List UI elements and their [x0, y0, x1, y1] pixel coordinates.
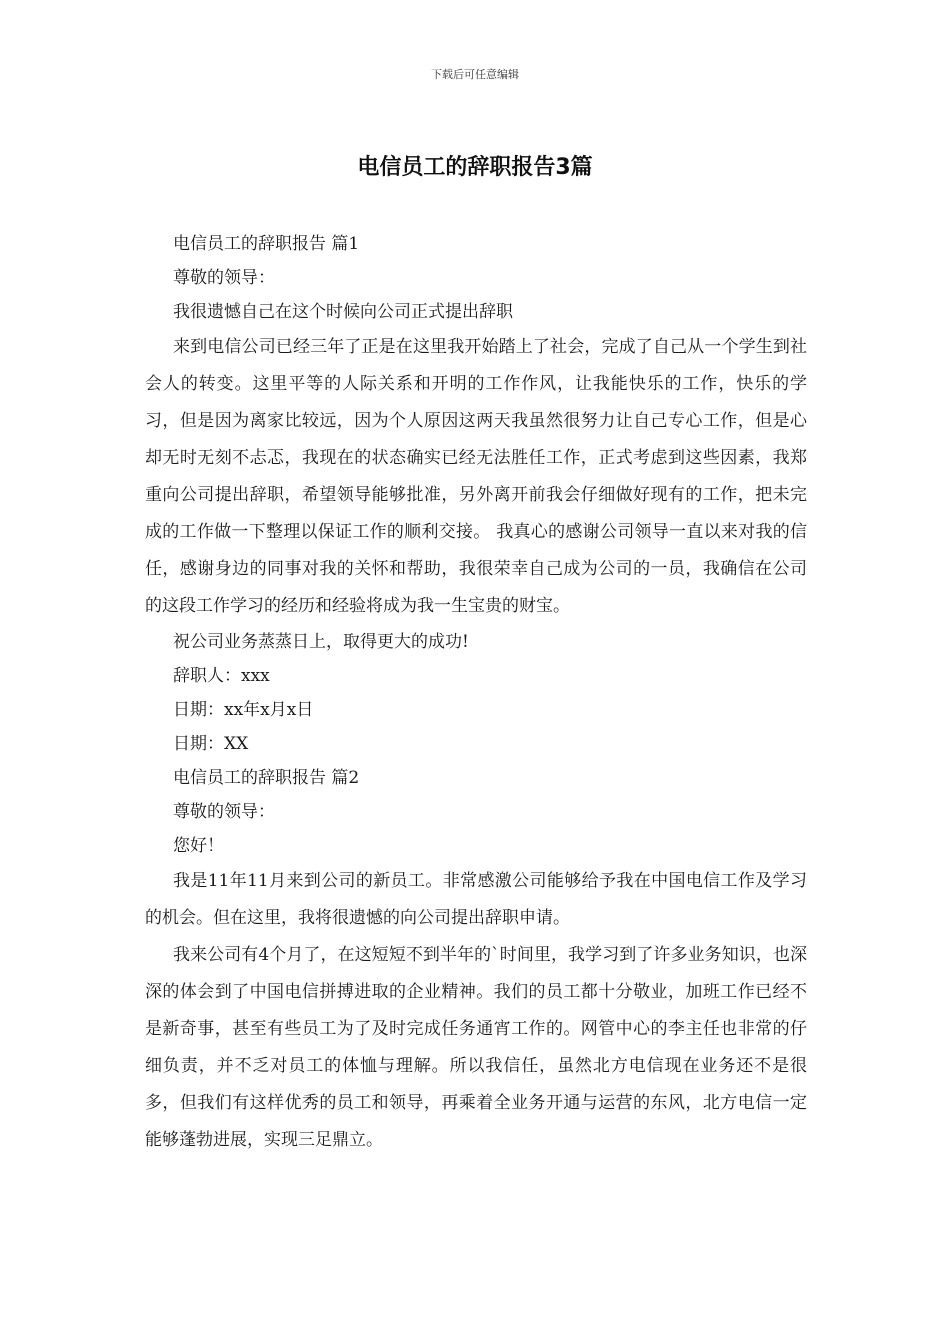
signature-line: 辞职人：xxx: [173, 666, 270, 686]
greeting: 您好！: [173, 836, 224, 856]
salutation: 尊敬的领导：: [173, 802, 275, 822]
document-body: [145, 227, 807, 1159]
date-line: 日期：xx年x月x日: [173, 700, 314, 720]
salutation: 尊敬的领导：: [173, 268, 275, 288]
paragraph: 我是11年11月来到公司的新员工。非常感激公司能够给予我在中国电信工作及学习的机会。但在这里，我将很遗憾的向公司提出辞职申请。: [145, 871, 807, 928]
paragraph: 我很遗憾自己在这个时候向公司正式提出辞职: [173, 302, 513, 322]
section-heading-1: 电信员工的辞职报告 篇1: [173, 234, 360, 254]
paragraph: 来到电信公司已经三年了正是在这里我开始踏上了社会，完成了自己从一个学生到社会人的转变。这里平等的人际关系和开明的工作作风，让我能快乐的工作，快乐的学习，但是因为离家比较远，因为个人原因这两天我虽然很努力让自己专心工作，但是心却无时无刻不忐忑，我现在的状态确实已经无法胜任工作，正式考虑到这些因素，我郑重向公司提出辞职，希望领导能够批准，另外离开前我会仔细做好现有的工作，把未完成的工作做一下整理以保证工作的顺利交接。 我真心的感谢公司领导一直以来对我的信任，感谢身边的同事对我的关怀和帮助，我很荣幸自己成为公司的一员，我确信在公司的这段工作学习的经历和经验将成为我一生宝贵的财宝。: [145, 337, 807, 616]
section-heading-2: 电信员工的辞职报告 篇2: [173, 768, 360, 788]
paragraph: 我来公司有4个月了，在这短短不到半年的`时间里，我学习到了许多业务知识，也深深的体会到了中国电信拼搏进取的企业精神。我们的员工都十分敬业，加班工作已经不是新奇事，甚至有些员工为了及时完成任务通宵工作的。网管中心的李主任也非常的仔细负责，并不乏对员工的体恤与理解。所以我信任，虽然北方电信现在业务还不是很多，但我们有这样优秀的员工和领导，再乘着全业务开通与运营的东风，北方电信一定能够蓬勃进展，实现三足鼎立。: [145, 945, 807, 1150]
date-line: 日期：XX: [173, 734, 249, 754]
paragraph: 祝公司业务蒸蒸日上，取得更大的成功!: [173, 632, 469, 652]
page-header-note: 下载后可任意编辑: [431, 68, 519, 81]
document-title: 电信员工的辞职报告3篇: [357, 155, 593, 180]
